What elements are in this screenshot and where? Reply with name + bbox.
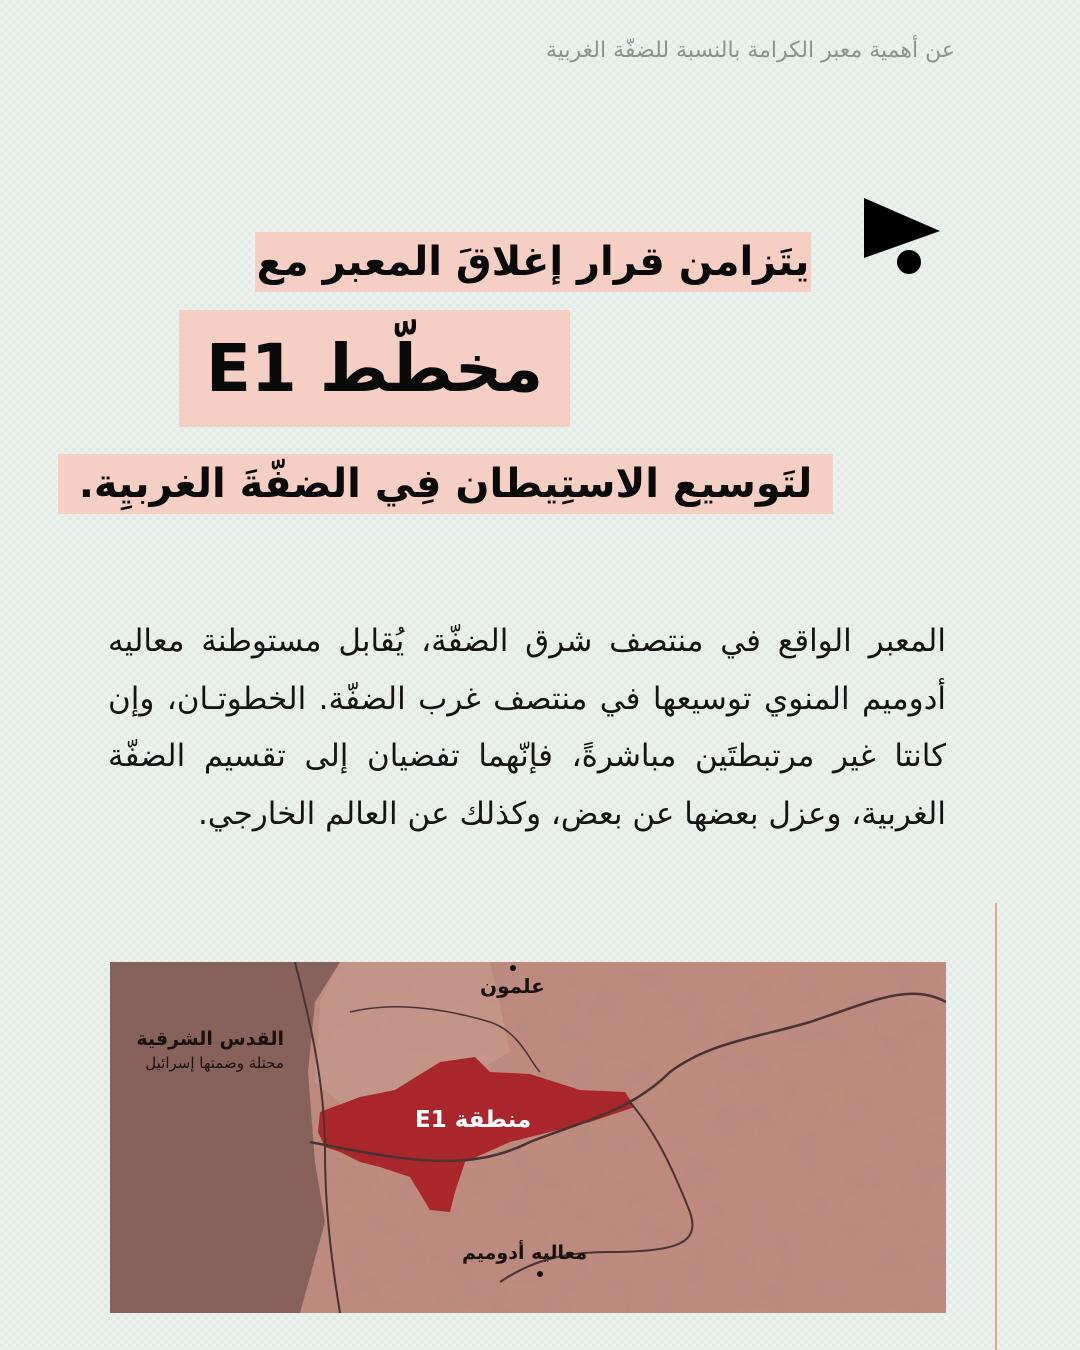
body-paragraph: المعبر الواقع في منتصف شرق الضفّة، يُقابل مستوطنة معاليه أدوميم المنوي توسيعها في منتصف غرب الضفّة. الخطوتـان، وإن كانتا غير مرتبطتَين مباشرةً، فإنّهما تفضيان إلى تقسيم الضفّة الغربية، وعزل بعضها عن بعض، وكذلك عن العالم الخارجي.	[108, 623, 946, 832]
map-label-alamon: علمون	[480, 974, 545, 998]
map-label-east-jerusalem-note: محتلة وضمتها إسرائيل	[145, 1054, 284, 1072]
location-dot-maale-adumim	[537, 1271, 543, 1277]
map-label-e1-zone: منطقة E1	[415, 1107, 532, 1133]
map-label-maale-adumim: معاليه أدوميم	[462, 1242, 588, 1264]
headline-line-1: يتَزامن قرار إغلاقَ المعبر مع	[255, 232, 811, 292]
accent-vertical-line	[995, 903, 997, 1350]
section-kicker: عن أهمية معبر الكرامة بالنسبة للضفّة الغربية	[545, 38, 955, 63]
headline-line-2: مخطّط E1	[179, 310, 570, 427]
map-label-east-jerusalem: القدس الشرقية	[136, 1028, 284, 1050]
play-with-dot-icon	[864, 198, 940, 276]
location-dot-alamon	[510, 965, 516, 971]
satellite-map	[110, 962, 946, 1313]
headline-line-3: لتَوسيع الاستِيطان فِي الضفّةَ الغربيِة.	[58, 454, 833, 514]
